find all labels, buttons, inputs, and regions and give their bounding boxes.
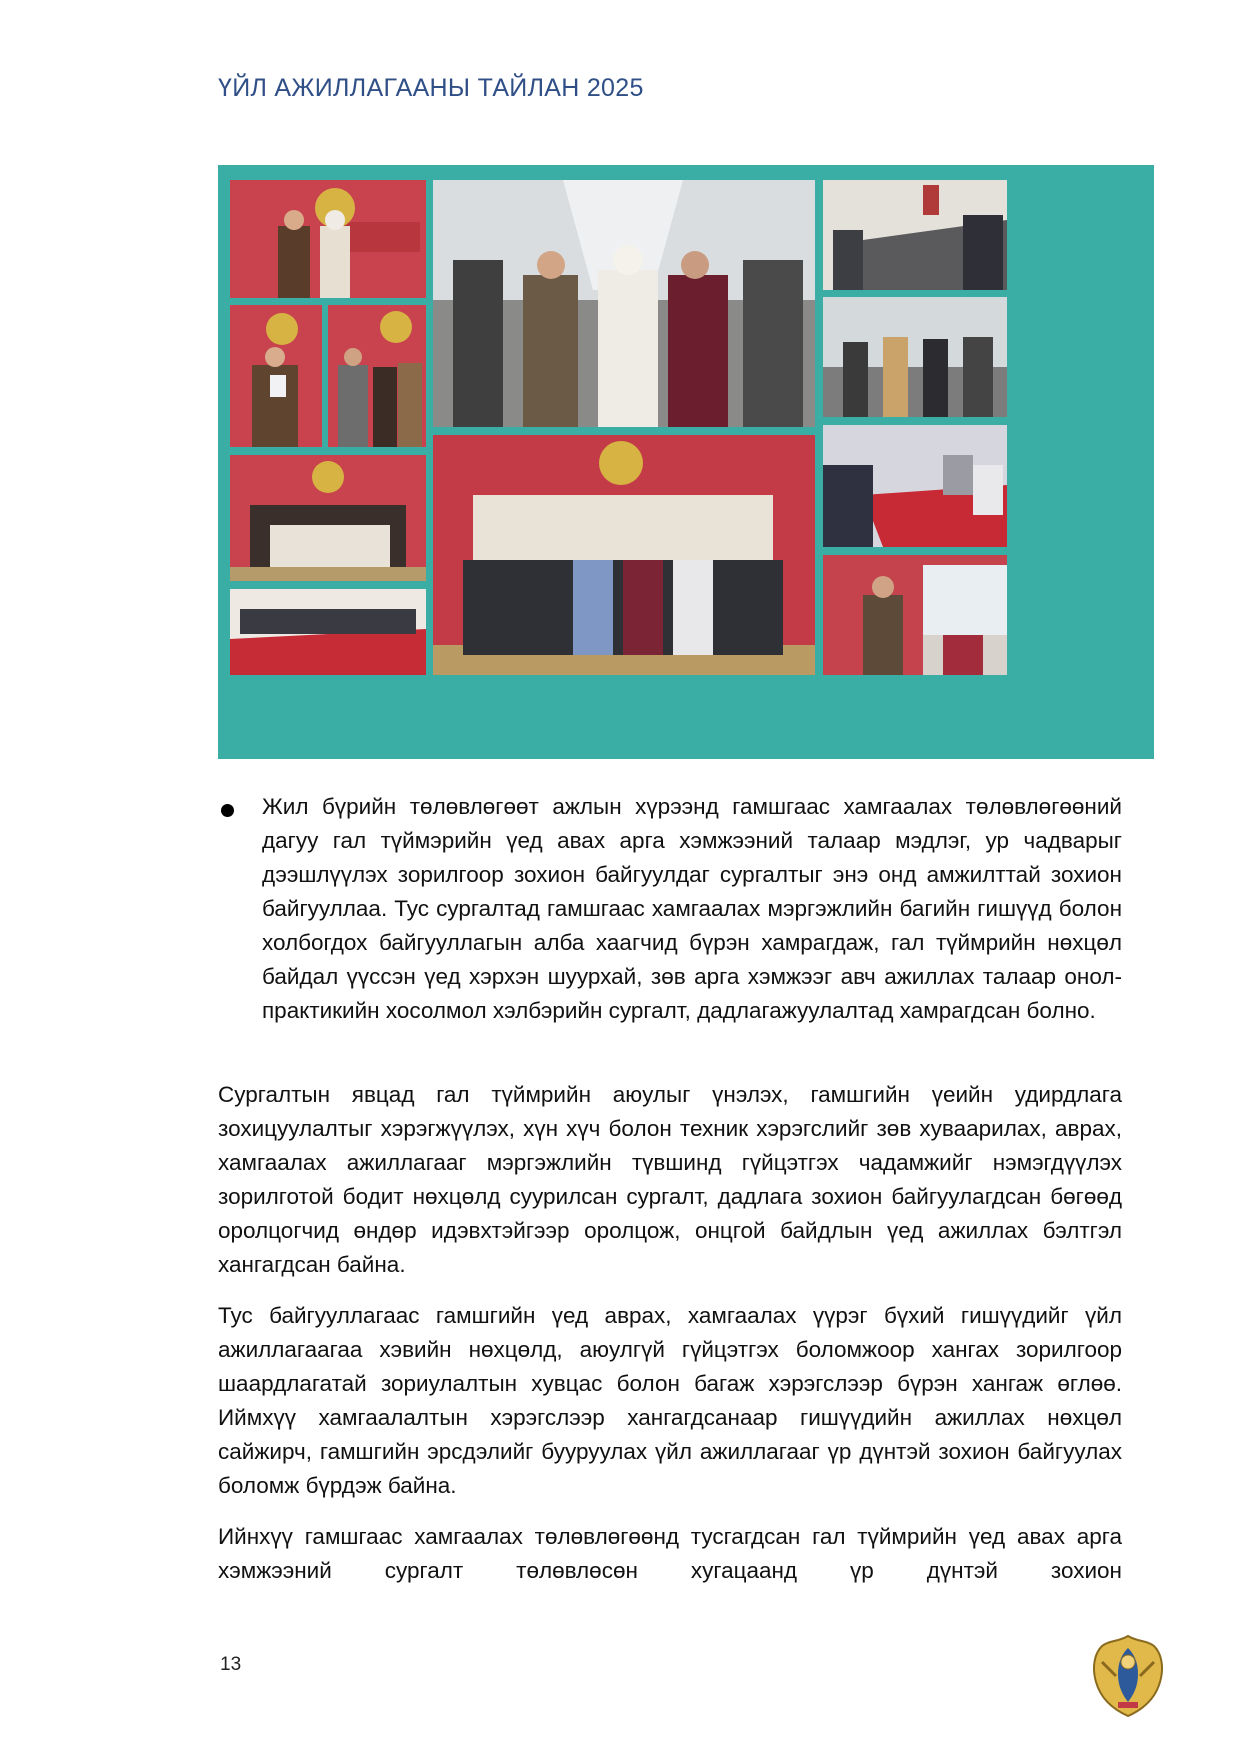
photo-group-stage-small — [230, 455, 426, 581]
photo-meeting-table — [823, 180, 1007, 290]
eagle-emblem-icon — [1088, 1632, 1168, 1720]
bullet-paragraph: Жил бүрийн төлөвлөгөөт ажлын хүрээнд гамшгаас хамгаалах төлөвлөгөөний дагуу гал түймэрийн үед авах арга хэмжээний талаар мэдлэг, ур чадварыг дээшлүүлэх зорилгоор зохион байгуулдаг сургалтыг энэ онд амжилттай зохион байгууллаа. Тус сургалтад гамшгаас хамгаалах мэргэжлийн багийн гишүүд болон холбогдох байгууллагын алба хаагчид бүрэн хамрагдаж, гал түймрийн нөхцөл байдал үүссэн үед хэрхэн шуурхай, зөв арга хэмжээг авч ажиллах талаар онол-практикийн хосолмол хэлбэрийн сургалт, дадлагажуулалтад хамрагдсан болно. — [262, 794, 1122, 1023]
body-paragraph-4: Ийнхүү гамшгаас хамгаалах төлөвлөгөөнд тусгагдсан гал түймрийн үед авах арга хэмжээний сургалт төлөвлөсөн хугацаанд үр дүнтэй зохион — [218, 1524, 1122, 1583]
bullet-icon — [221, 804, 234, 817]
photo-award-two-women — [230, 180, 426, 298]
photo-group-portrait-large — [433, 435, 815, 675]
bullet-list-item — [218, 790, 1122, 1028]
body-paragraph-2: Сургалтын явцад гал түймрийн аюулыг үнэлэх, гамшгийн үеийн удирдлага зохицуулалтыг хэрэгжүүлэх, хүн хүч болон техник хэрэгслийг зөв хуваарилах, аврах, хамгаалах ажиллагааг мэргэжлийн түвшинд гүйцэтгэх чадамжийг нэмэгдүүлэх зорилготой бодит нөхцөлд суурилсан сургалт, дадлага зохион байгуулагдсан бөгөөд оролцогчид өндөр идэвхтэйгээр оролцож, онцгой байдлын үед ажиллах бэлтгэл хангагдсан байна. — [218, 1082, 1122, 1277]
photo-banquet-hall — [230, 589, 426, 675]
photo-collage — [218, 165, 1154, 759]
photo-hallway-celebration — [433, 180, 815, 427]
photo-hallway-crowd — [823, 297, 1007, 417]
page-number: 13 — [220, 1654, 242, 1675]
photo-dining-table — [823, 425, 1007, 547]
page-header-title: ҮЙЛ АЖИЛЛАГААНЫ ТАЙЛАН 2025 — [218, 74, 644, 102]
photo-speaker-window — [823, 555, 1007, 675]
photo-award-certificate-right — [328, 305, 426, 447]
photo-award-certificate-left — [230, 305, 322, 447]
body-paragraph-3: Тус байгууллагаас гамшгийн үед аврах, хамгаалах үүрэг бүхий гишүүдийг үйл ажиллагаагаа хэвийн нөхцөлд, аюулгүй гүйцэтгэх боломжоор хангах зорилгоор шаардлагатай зориулалтын хувцас болон багаж хэрэгслээр бүрэн хангаж өглөө. Иймхүү хамгаалалтын хэрэгслээр хангагдсанаар гишүүдийн ажиллах нөхцөл сайжирч, гамшгийн эрсдэлийг бууруулах үйл ажиллагааг үр дүнтэй зохион байгуулах боломж бүрдэж байна. — [218, 1303, 1122, 1498]
